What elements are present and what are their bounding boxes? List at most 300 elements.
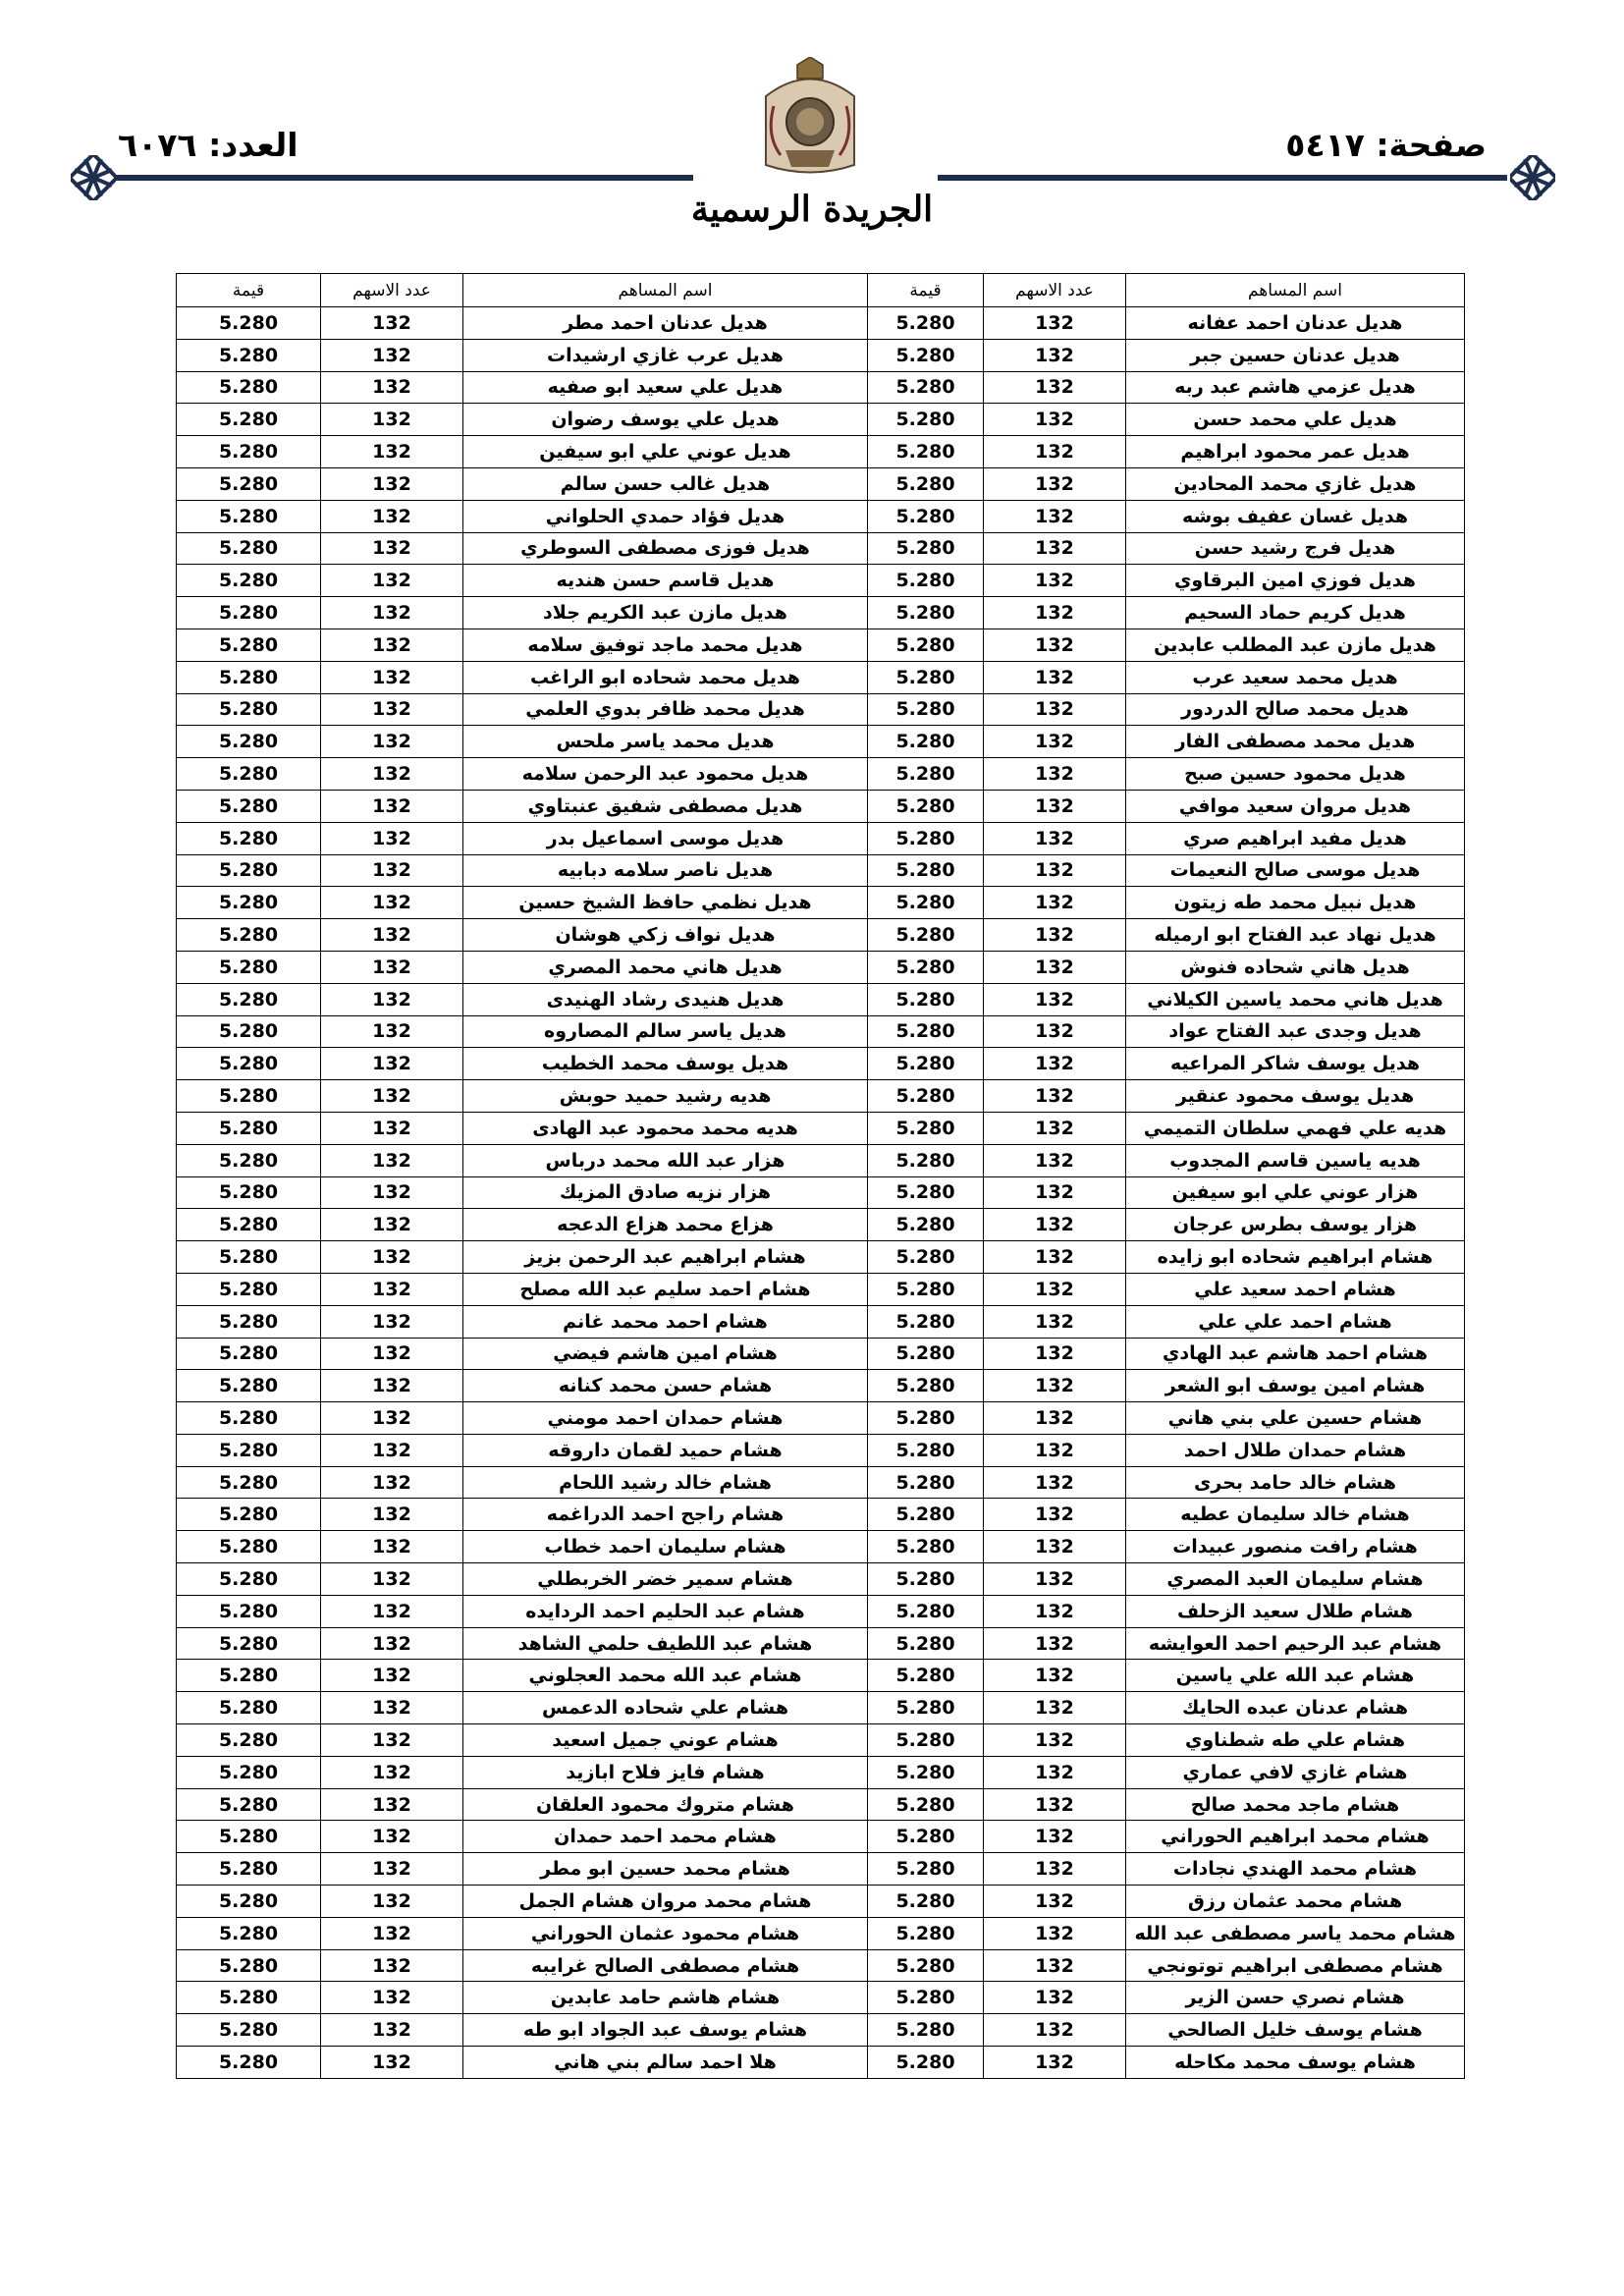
share-value: 5.280: [868, 1853, 984, 1886]
share-count: 132: [984, 1660, 1126, 1692]
table-row: [177, 404, 1465, 436]
share-count: 132: [984, 1886, 1126, 1918]
header-rule-right: [938, 175, 1507, 181]
shareholders-table: [176, 273, 1465, 2079]
shareholder-name: هشام فايز فلاح ابازيد: [463, 1756, 868, 1788]
share-value: 5.280: [868, 1144, 984, 1176]
table-row: [177, 758, 1465, 791]
table-row: [177, 1917, 1465, 1949]
share-count: 132: [984, 2047, 1126, 2079]
shareholder-name: هديل محمد ياسر ملحس: [463, 726, 868, 758]
share-value: 5.280: [177, 1724, 321, 1757]
share-count: 132: [321, 500, 463, 532]
share-value: 5.280: [868, 1949, 984, 1982]
share-count: 132: [984, 1273, 1126, 1305]
share-count: 132: [984, 887, 1126, 919]
share-value: 5.280: [177, 758, 321, 791]
share-count: 132: [984, 1434, 1126, 1466]
shareholder-name: هديل يوسف محمد الخطيب: [463, 1048, 868, 1080]
share-count: 132: [321, 565, 463, 597]
shareholder-name: هشام راجح احمد الدراغمه: [463, 1499, 868, 1531]
share-value: 5.280: [177, 1176, 321, 1209]
share-count: 132: [321, 2014, 463, 2047]
table-row: [177, 1821, 1465, 1853]
share-value: 5.280: [868, 565, 984, 597]
share-count: 132: [984, 951, 1126, 983]
share-value: 5.280: [868, 1788, 984, 1821]
share-value: 5.280: [868, 1917, 984, 1949]
share-value: 5.280: [177, 822, 321, 854]
share-value: 5.280: [177, 1917, 321, 1949]
shareholder-name: هشام عبد الله علي ياسين: [1126, 1660, 1465, 1692]
table-row: [177, 436, 1465, 468]
table-row: [177, 1756, 1465, 1788]
table-row: [177, 854, 1465, 887]
share-count: 132: [984, 532, 1126, 565]
shareholder-name: هشام محمد ابراهيم الحوراني: [1126, 1821, 1465, 1853]
shareholder-name: هشام متروك محمود العلقان: [463, 1788, 868, 1821]
shareholder-name: هديل نهاد عبد الفتاح ابو ارميله: [1126, 919, 1465, 952]
shareholders-table-wrapper: [176, 273, 1464, 2079]
share-count: 132: [321, 467, 463, 500]
share-value: 5.280: [868, 951, 984, 983]
share-count: 132: [984, 693, 1126, 726]
share-count: 132: [321, 1563, 463, 1596]
share-value: 5.280: [868, 726, 984, 758]
share-count: 132: [984, 1370, 1126, 1402]
share-count: 132: [321, 404, 463, 436]
share-count: 132: [984, 1015, 1126, 1048]
share-count: 132: [984, 1949, 1126, 1982]
share-count: 132: [321, 1499, 463, 1531]
share-value: 5.280: [177, 500, 321, 532]
share-value: 5.280: [868, 1563, 984, 1596]
shareholder-name: هديل عرب غازي ارشيدات: [463, 339, 868, 371]
share-value: 5.280: [177, 436, 321, 468]
share-value: 5.280: [868, 436, 984, 468]
shareholder-name: هديل نواف زكي هوشان: [463, 919, 868, 952]
share-count: 132: [321, 597, 463, 629]
table-row: [177, 1112, 1465, 1144]
share-value: 5.280: [177, 887, 321, 919]
shareholder-name: هشام عبد الرحيم احمد العوايشه: [1126, 1627, 1465, 1660]
shareholder-name: هشام عبد اللطيف حلمي الشاهد: [463, 1627, 868, 1660]
table-row: [177, 629, 1465, 661]
shareholder-name: هديل غسان عفيف بوشه: [1126, 500, 1465, 532]
table-row: [177, 790, 1465, 822]
shareholder-name: هديل محمد شحاده ابو الراغب: [463, 661, 868, 693]
share-count: 132: [321, 693, 463, 726]
shareholder-name: هديل كريم حماد السحيم: [1126, 597, 1465, 629]
share-value: 5.280: [868, 1692, 984, 1724]
shareholder-name: هشام احمد هاشم عبد الهادي: [1126, 1338, 1465, 1370]
share-value: 5.280: [868, 597, 984, 629]
share-value: 5.280: [177, 1821, 321, 1853]
share-count: 132: [321, 1853, 463, 1886]
share-count: 132: [984, 307, 1126, 340]
share-value: 5.280: [177, 1273, 321, 1305]
page-header: [0, 0, 1624, 265]
share-value: 5.280: [177, 2014, 321, 2047]
shareholder-name: هشام حسن محمد كنانه: [463, 1370, 868, 1402]
shareholder-name: هديل وجدى عبد الفتاح عواد: [1126, 1015, 1465, 1048]
shareholder-name: هشام عدنان عبده الحايك: [1126, 1692, 1465, 1724]
shareholder-name: هشام خالد حامد بحرى: [1126, 1466, 1465, 1499]
shareholder-name: هديل علي محمد حسن: [1126, 404, 1465, 436]
table-row: [177, 1209, 1465, 1241]
share-count: 132: [321, 1949, 463, 1982]
column-header-name: اسم المساهم: [1126, 274, 1465, 307]
shareholder-name: هشام طلال سعيد الزحلف: [1126, 1595, 1465, 1627]
table-row: [177, 822, 1465, 854]
share-count: 132: [321, 1305, 463, 1338]
share-count: 132: [984, 1048, 1126, 1080]
share-count: 132: [984, 983, 1126, 1015]
table-row: [177, 1660, 1465, 1692]
shareholder-name: هشام عبد الحليم احمد الردايده: [463, 1595, 868, 1627]
share-value: 5.280: [868, 1660, 984, 1692]
share-count: 132: [321, 1370, 463, 1402]
share-value: 5.280: [868, 1048, 984, 1080]
share-value: 5.280: [868, 307, 984, 340]
share-value: 5.280: [177, 1982, 321, 2014]
share-count: 132: [984, 597, 1126, 629]
share-count: 132: [984, 1499, 1126, 1531]
share-value: 5.280: [868, 1821, 984, 1853]
share-count: 132: [321, 1466, 463, 1499]
shareholder-name: هديل محمد صالح الدردور: [1126, 693, 1465, 726]
shareholder-name: هديل قاسم حسن هنديه: [463, 565, 868, 597]
share-count: 132: [984, 339, 1126, 371]
shareholder-name: هديل هنيدى رشاد الهنيدى: [463, 983, 868, 1015]
share-value: 5.280: [868, 371, 984, 404]
share-value: 5.280: [177, 1305, 321, 1338]
shareholder-name: هشام مصطفى ابراهيم توتونجي: [1126, 1949, 1465, 1982]
share-count: 132: [984, 1788, 1126, 1821]
shareholder-name: هشام عوني جميل اسعيد: [463, 1724, 868, 1757]
column-header-name: اسم المساهم: [463, 274, 868, 307]
shareholder-name: هشام امين هاشم فيضي: [463, 1338, 868, 1370]
table-row: [177, 1048, 1465, 1080]
share-value: 5.280: [177, 1080, 321, 1113]
share-value: 5.280: [177, 1692, 321, 1724]
shareholder-name: هزار نزيه صادق المزيك: [463, 1176, 868, 1209]
share-count: 132: [321, 1917, 463, 1949]
shareholder-name: هديه محمد محمود عبد الهادى: [463, 1112, 868, 1144]
share-value: 5.280: [177, 1466, 321, 1499]
shareholder-name: هشام محمد عثمان رزق: [1126, 1886, 1465, 1918]
table-body: [177, 307, 1465, 2079]
shareholder-name: هديل ياسر سالم المصاروه: [463, 1015, 868, 1048]
share-count: 132: [321, 307, 463, 340]
share-value: 5.280: [177, 854, 321, 887]
share-count: 132: [984, 1531, 1126, 1563]
share-count: 132: [984, 1627, 1126, 1660]
share-count: 132: [984, 790, 1126, 822]
share-value: 5.280: [868, 1724, 984, 1757]
table-row: [177, 726, 1465, 758]
table-row: [177, 339, 1465, 371]
share-count: 132: [321, 1048, 463, 1080]
table-row: [177, 467, 1465, 500]
table-row: [177, 951, 1465, 983]
shareholder-name: هديل يوسف محمود عنقير: [1126, 1080, 1465, 1113]
table-row: [177, 1080, 1465, 1113]
shareholder-name: هديل عزمي هاشم عبد ربه: [1126, 371, 1465, 404]
share-value: 5.280: [868, 1370, 984, 1402]
shareholder-name: هشام يوسف عبد الجواد ابو طه: [463, 2014, 868, 2047]
table-header-row: [177, 274, 1465, 307]
shareholder-name: هشام حمدان احمد مومني: [463, 1402, 868, 1435]
shareholder-name: هشام محمد احمد حمدان: [463, 1821, 868, 1853]
share-count: 132: [321, 1402, 463, 1435]
page-title: الجريدة الرسمية: [690, 189, 934, 230]
share-count: 132: [984, 854, 1126, 887]
share-count: 132: [321, 822, 463, 854]
shareholder-name: هشام نصري حسن الزير: [1126, 1982, 1465, 2014]
share-value: 5.280: [177, 532, 321, 565]
share-value: 5.280: [868, 1305, 984, 1338]
share-value: 5.280: [177, 1949, 321, 1982]
shareholder-name: هزاع محمد هزاع الدعجه: [463, 1209, 868, 1241]
table-row: [177, 1563, 1465, 1596]
share-value: 5.280: [868, 2014, 984, 2047]
share-value: 5.280: [177, 467, 321, 500]
share-count: 132: [321, 1821, 463, 1853]
share-value: 5.280: [177, 1144, 321, 1176]
shareholder-name: هديل هاني محمد ياسين الكيلاني: [1126, 983, 1465, 1015]
share-value: 5.280: [177, 1112, 321, 1144]
shareholder-name: هشام غازي لافي عماري: [1126, 1756, 1465, 1788]
share-count: 132: [321, 1886, 463, 1918]
share-count: 132: [984, 1241, 1126, 1274]
shareholder-name: هشام يوسف محمد مكاحله: [1126, 2047, 1465, 2079]
table-row: [177, 1402, 1465, 1435]
share-value: 5.280: [868, 790, 984, 822]
table-row: [177, 1499, 1465, 1531]
share-count: 132: [984, 1402, 1126, 1435]
share-count: 132: [984, 822, 1126, 854]
share-value: 5.280: [868, 629, 984, 661]
column-header-value: قيمة: [868, 274, 984, 307]
table-row: [177, 1595, 1465, 1627]
shareholder-name: هشام علي طه شطناوي: [1126, 1724, 1465, 1757]
shareholder-name: هديل عدنان حسين جبر: [1126, 339, 1465, 371]
table-row: [177, 1370, 1465, 1402]
table-row: [177, 983, 1465, 1015]
share-count: 132: [984, 467, 1126, 500]
share-value: 5.280: [177, 1434, 321, 1466]
share-count: 132: [984, 1821, 1126, 1853]
share-value: 5.280: [177, 1627, 321, 1660]
share-count: 132: [984, 1756, 1126, 1788]
ornament-knot-icon: [1510, 155, 1555, 200]
issue-number: العدد: ٦٠٧٦: [118, 126, 298, 164]
shareholder-name: هشام مصطفى الصالح غرايبه: [463, 1949, 868, 1982]
share-value: 5.280: [868, 1466, 984, 1499]
share-value: 5.280: [177, 1886, 321, 1918]
share-count: 132: [984, 404, 1126, 436]
shareholder-name: هشام احمد سليم عبد الله مصلح: [463, 1273, 868, 1305]
table-row: [177, 693, 1465, 726]
share-count: 132: [984, 1112, 1126, 1144]
table-row: [177, 1853, 1465, 1886]
shareholder-name: هشام خالد رشيد اللحام: [463, 1466, 868, 1499]
shareholder-name: هشام احمد محمد غانم: [463, 1305, 868, 1338]
share-value: 5.280: [177, 307, 321, 340]
share-value: 5.280: [177, 983, 321, 1015]
table-row: [177, 1241, 1465, 1274]
share-count: 132: [984, 1917, 1126, 1949]
table-row: [177, 1949, 1465, 1982]
shareholder-name: هزار عبد الله محمد درباس: [463, 1144, 868, 1176]
share-value: 5.280: [177, 629, 321, 661]
table-row: [177, 1466, 1465, 1499]
share-value: 5.280: [177, 1756, 321, 1788]
shareholder-name: هشام سليمان احمد خطاب: [463, 1531, 868, 1563]
share-count: 132: [321, 371, 463, 404]
table-row: [177, 919, 1465, 952]
share-value: 5.280: [177, 1531, 321, 1563]
share-count: 132: [984, 1853, 1126, 1886]
shareholder-name: هشام حسين علي بني هاني: [1126, 1402, 1465, 1435]
share-value: 5.280: [868, 1080, 984, 1113]
share-value: 5.280: [177, 1595, 321, 1627]
share-count: 132: [321, 1434, 463, 1466]
shareholder-name: هديل مروان سعيد موافي: [1126, 790, 1465, 822]
shareholder-name: هديل عوني علي ابو سيفين: [463, 436, 868, 468]
shareholder-name: هشام علي شحاده الدعمس: [463, 1692, 868, 1724]
share-value: 5.280: [868, 758, 984, 791]
jordan-coat-of-arms-icon: [756, 57, 864, 185]
column-header-shares: عدد الاسهم: [984, 274, 1126, 307]
table-row: [177, 1434, 1465, 1466]
shareholder-name: هديل محمد مصطفى الفار: [1126, 726, 1465, 758]
table-row: [177, 661, 1465, 693]
share-count: 132: [321, 1144, 463, 1176]
shareholder-name: هديل فوزى مصطفى السوطري: [463, 532, 868, 565]
share-value: 5.280: [177, 951, 321, 983]
shareholder-name: هشام هاشم حامد عابدين: [463, 1982, 868, 2014]
share-count: 132: [321, 1756, 463, 1788]
share-value: 5.280: [177, 404, 321, 436]
shareholder-name: هشام ابراهيم عبد الرحمن بزيز: [463, 1241, 868, 1274]
table-row: [177, 1015, 1465, 1048]
table-row: [177, 2047, 1465, 2079]
table-row: [177, 887, 1465, 919]
table-row: [177, 307, 1465, 340]
share-count: 132: [321, 436, 463, 468]
share-count: 132: [984, 1563, 1126, 1596]
share-count: 132: [321, 1982, 463, 2014]
shareholder-name: هديل نبيل محمد طه زيتون: [1126, 887, 1465, 919]
share-count: 132: [321, 758, 463, 791]
shareholder-name: هديل يوسف شاكر المراعيه: [1126, 1048, 1465, 1080]
share-count: 132: [321, 1209, 463, 1241]
share-value: 5.280: [177, 1015, 321, 1048]
share-value: 5.280: [177, 565, 321, 597]
share-value: 5.280: [868, 532, 984, 565]
shareholder-name: هديل عمر محمود ابراهيم: [1126, 436, 1465, 468]
share-value: 5.280: [868, 854, 984, 887]
share-count: 132: [984, 1209, 1126, 1241]
share-value: 5.280: [868, 822, 984, 854]
shareholder-name: هشام محمد حسين ابو مطر: [463, 1853, 868, 1886]
table-row: [177, 1305, 1465, 1338]
shareholder-name: هديه ياسين قاسم المجدوب: [1126, 1144, 1465, 1176]
table-row: [177, 1692, 1465, 1724]
shareholder-name: هديل هاني شحاده فنوش: [1126, 951, 1465, 983]
shareholder-name: هديل مفيد ابراهيم صري: [1126, 822, 1465, 854]
shareholder-name: هديل علي سعيد ابو صفيه: [463, 371, 868, 404]
shareholder-name: هديل محمد سعيد عرب: [1126, 661, 1465, 693]
shareholder-name: هشام ماجد محمد صالح: [1126, 1788, 1465, 1821]
shareholder-name: هديل محمود حسين صبح: [1126, 758, 1465, 791]
shareholder-name: هشام خالد سليمان عطيه: [1126, 1499, 1465, 1531]
share-count: 132: [984, 1595, 1126, 1627]
share-count: 132: [321, 726, 463, 758]
shareholder-name: هلا احمد سالم بني هاني: [463, 2047, 868, 2079]
share-count: 132: [984, 1338, 1126, 1370]
shareholder-name: هديل علي يوسف رضوان: [463, 404, 868, 436]
share-value: 5.280: [177, 1402, 321, 1435]
shareholder-name: هديل محمد ماجد توفيق سلامه: [463, 629, 868, 661]
table-row: [177, 1724, 1465, 1757]
share-value: 5.280: [868, 404, 984, 436]
share-count: 132: [321, 1338, 463, 1370]
share-value: 5.280: [177, 2047, 321, 2079]
table-row: [177, 565, 1465, 597]
shareholder-name: هشام حميد لقمان داروقه: [463, 1434, 868, 1466]
shareholder-name: هزار يوسف بطرس عرجان: [1126, 1209, 1465, 1241]
shareholder-name: هشام رافت منصور عبيدات: [1126, 1531, 1465, 1563]
share-count: 132: [321, 854, 463, 887]
shareholder-name: هشام ابراهيم شحاده ابو زايده: [1126, 1241, 1465, 1274]
share-value: 5.280: [868, 1982, 984, 2014]
table-row: [177, 1144, 1465, 1176]
share-count: 132: [984, 919, 1126, 952]
share-value: 5.280: [177, 1660, 321, 1692]
shareholder-name: هديه رشيد حميد حوبش: [463, 1080, 868, 1113]
share-count: 132: [984, 661, 1126, 693]
share-count: 132: [984, 726, 1126, 758]
share-value: 5.280: [868, 1015, 984, 1048]
share-value: 5.280: [868, 2047, 984, 2079]
header-rule-left: [116, 175, 693, 181]
share-value: 5.280: [868, 1273, 984, 1305]
share-count: 132: [321, 1724, 463, 1757]
shareholder-name: هديل غازي محمد المحادين: [1126, 467, 1465, 500]
shareholder-name: هشام عبد الله محمد العجلوني: [463, 1660, 868, 1692]
share-count: 132: [321, 339, 463, 371]
share-value: 5.280: [868, 1595, 984, 1627]
share-count: 132: [321, 1112, 463, 1144]
share-value: 5.280: [177, 1209, 321, 1241]
share-count: 132: [984, 371, 1126, 404]
shareholder-name: هشام يوسف خليل الصالحي: [1126, 2014, 1465, 2047]
share-value: 5.280: [177, 371, 321, 404]
table-row: [177, 597, 1465, 629]
share-count: 132: [321, 919, 463, 952]
shareholder-name: هديل هاني محمد المصري: [463, 951, 868, 983]
share-count: 132: [321, 951, 463, 983]
shareholder-name: هديل فرج رشيد حسن: [1126, 532, 1465, 565]
table-row: [177, 500, 1465, 532]
shareholder-name: هشام احمد سعيد علي: [1126, 1273, 1465, 1305]
share-value: 5.280: [868, 500, 984, 532]
table-row: [177, 1273, 1465, 1305]
share-count: 132: [984, 1982, 1126, 2014]
